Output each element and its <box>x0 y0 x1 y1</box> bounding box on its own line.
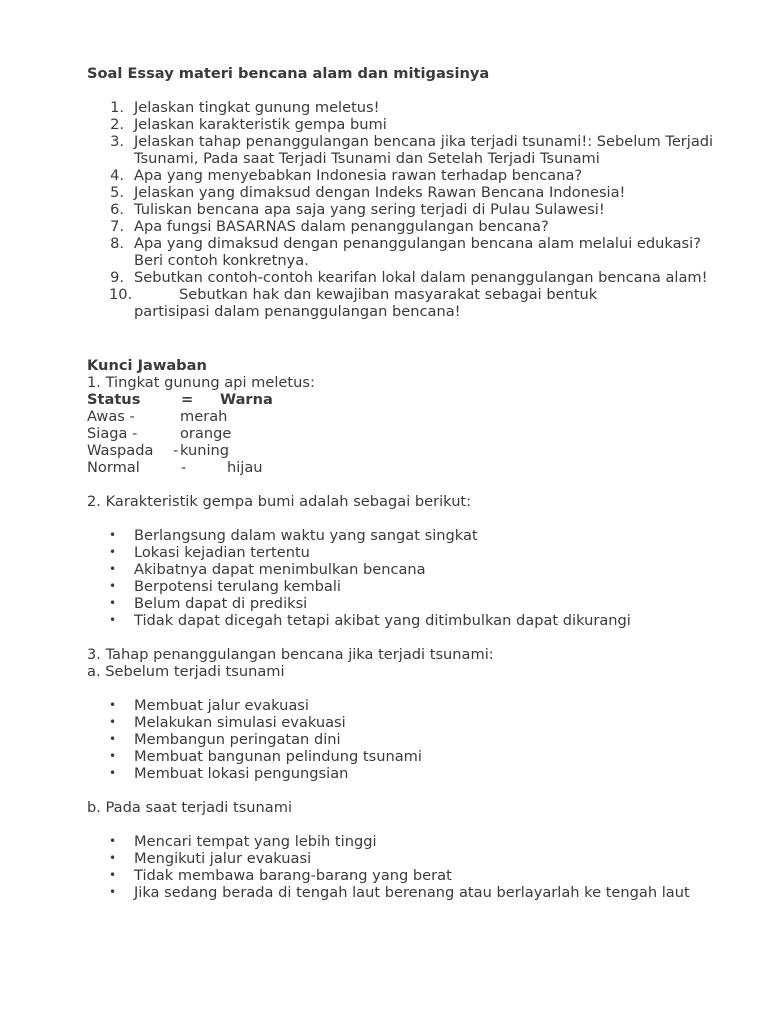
list-item: 3. Jelaskan tahap penanggulangan bencana jika terjadi tsunami!: Sebelum Terjadi Tsunami, Pada saat Terjadi Tsunami dan Setelah Terjadi Tsunami <box>110 133 714 167</box>
list-item: • Tidak membawa barang-barang yang berat <box>109 867 452 884</box>
status-table-row: Normal - hijau <box>87 459 263 476</box>
question-text: Jelaskan karakteristik gempa bumi <box>134 116 387 133</box>
list-item: • Akibatnya dapat menimbulkan bencana <box>109 561 426 578</box>
answer-3-sub-b: b. Pada saat terjadi tsunami <box>87 799 293 816</box>
question-list <box>87 99 727 320</box>
status-table-header: Status = Warna <box>87 391 273 408</box>
list-item: 1. Jelaskan tingkat gunung meletus! <box>110 99 380 116</box>
answer-3a-list <box>87 697 727 782</box>
list-item: • Berlangsung dalam waktu yang sangat singkat <box>109 527 478 544</box>
question-text: Jelaskan tingkat gunung meletus! <box>134 99 380 116</box>
list-item: • Belum dapat di prediksi <box>109 595 308 612</box>
list-item: • Mengikuti jalur evakuasi <box>109 850 312 867</box>
list-item: • Jika sedang berada di tengah laut berenang atau berlayarlah ke tengah laut <box>109 884 690 901</box>
answer-3-sub-a: a. Sebelum terjadi tsunami <box>87 663 285 680</box>
list-item: • Membangun peringatan dini <box>109 731 341 748</box>
answer-3-intro: 3. Tahap penanggulangan bencana jika terjadi tsunami: <box>87 646 494 663</box>
list-item: • Lokasi kejadian tertentu <box>109 544 310 561</box>
question-text: Jelaskan tahap penanggulangan bencana jika terjadi tsunami!: Sebelum Terjadi Tsunami, Pada saat Terjadi Tsunami dan Setelah Terjadi Tsunami <box>134 133 714 167</box>
list-item: • Membuat lokasi pengungsian <box>109 765 349 782</box>
question-text: Tuliskan bencana apa saja yang sering terjadi di Pulau Sulawesi! <box>134 201 605 218</box>
question-text: Apa yang menyebabkan Indonesia rawan terhadap bencana? <box>134 167 583 184</box>
question-text: Jelaskan yang dimaksud dengan Indeks Rawan Bencana Indonesia! <box>134 184 626 201</box>
question-text: Sebutkan contoh-contoh kearifan lokal dalam penanggulangan bencana alam! <box>134 269 708 286</box>
list-item: 7. Apa fungsi BASARNAS dalam penanggulangan bencana? <box>110 218 549 235</box>
status-table-row: Waspada - kuning <box>87 442 230 459</box>
document-title: Soal Essay materi bencana alam dan mitigasinya <box>87 65 490 82</box>
status-table-row: Siaga - orange <box>87 425 232 442</box>
answer-key-heading: Kunci Jawaban <box>87 357 207 374</box>
list-item: 8. Apa yang dimaksud dengan penanggulangan bencana alam melalui edukasi? Beri contoh konkretnya. <box>110 235 701 269</box>
list-item: 5. Jelaskan yang dimaksud dengan Indeks Rawan Bencana Indonesia! <box>110 184 626 201</box>
list-item: • Tidak dapat dicegah tetapi akibat yang ditimbulkan dapat dikurangi <box>109 612 631 629</box>
question-text: Sebutkan hak dan kewajiban masyarakat sebagai bentuk <box>179 286 598 303</box>
list-item: • Membuat bangunan pelindung tsunami <box>109 748 422 765</box>
question-text: Apa fungsi BASARNAS dalam penanggulangan bencana? <box>134 218 549 235</box>
document-page <box>87 65 727 901</box>
question-text: partisipasi dalam penanggulangan bencana! <box>134 303 461 320</box>
list-item: 6. Tuliskan bencana apa saja yang sering terjadi di Pulau Sulawesi! <box>110 201 605 218</box>
status-table-row: Awas - merah <box>87 408 228 425</box>
answer-1-intro: 1. Tingkat gunung api meletus: <box>87 374 315 391</box>
list-item: 9. Sebutkan contoh-contoh kearifan lokal dalam penanggulangan bencana alam! <box>110 269 708 286</box>
list-item: 2. Jelaskan karakteristik gempa bumi <box>110 116 387 133</box>
answer-3b-list <box>87 833 727 901</box>
answer-2-list <box>87 527 727 629</box>
list-item: • Melakukan simulasi evakuasi <box>109 714 346 731</box>
list-item: • Membuat jalur evakuasi <box>109 697 309 714</box>
list-item: 10. Sebutkan hak dan kewajiban masyarakat sebagai bentuk partisipasi dalam penanggulangan bencana! <box>87 286 727 320</box>
list-item: 4. Apa yang menyebabkan Indonesia rawan terhadap bencana? <box>110 167 583 184</box>
answer-2-intro: 2. Karakteristik gempa bumi adalah sebagai berikut: <box>87 493 472 510</box>
list-item: • Berpotensi terulang kembali <box>109 578 341 595</box>
question-text: Apa yang dimaksud dengan penanggulangan bencana alam melalui edukasi? Beri contoh konkretnya. <box>134 235 701 269</box>
list-item: • Mencari tempat yang lebih tinggi <box>109 833 377 850</box>
